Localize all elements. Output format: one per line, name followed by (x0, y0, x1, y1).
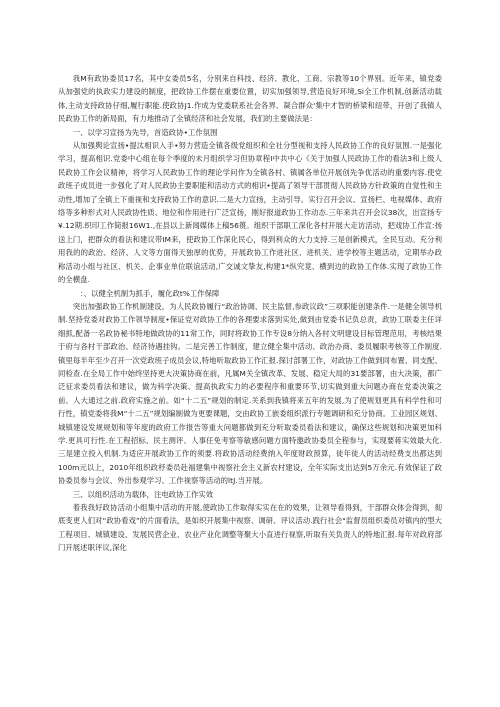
section-3-body: 着我我好政协活动小组集中活动的开展,使政协工作取得实实在在的效果，让领导看得到，干部群众体会得到，彻底变更人们对“政协看戏”的片面看法，是如织开展集中视察、调研、评议活动.践行社会"监督员组织委员对镇内的型大工程项目、城镇建设、发展民营企业、农业产业化调整等聚大小直进行视察,听取有关负责人的特地汇报.每年对政府部门开展述职评议,深化 (58, 503, 442, 553)
section-1-body: 从加强舆论宣扬•提汰相识入手•努力营造全镇各级党组织和全社分型视和支持人民政协工作的良好氛围.一是强化学习，提高相识.党委中心组在每个季度的未月组织学习但协章程I中共中心《关于加强人民政协工作的看法3和上级人民政协工作会议精神，将学习人民政协工作的理论学问作为全镇各村、镇属各单位开展创先争优活动的重要内容.使党政班子成员进一步强化了对人民政协主要职能和活动方式的相识•提高了领导干部贯彻人民政协方针政策的自觉性和主动性,增加了全镇上下重视和支持政协工作的意识.二是大力宣扬，主动引导。实行召开会议、宣扬栏、电视媒体、政府络等多种形式对人民政协性质、地位和作用进行广泛宣扬，刚好报道政协工作动态.三年来共召开会议38次，出宣扬专¥.12期.织印工作简报16W1.,在县以上新闻媒体上稿56篑。组织干部职工深化各村开展大走访活动，把戏协工作宣:扬送上门，把群众的看法和建议带IM来，使政协工作深化民心，得到利众的大力支持.三是创新模式，全民互动。充分利用我的的政治、经济、人文等方面得天独厚的优势，开展政协工作进社区、进机关、进学校等主题活动，定期举办政称活动小组与社区、机关、企事业单位联谊活动,广交诚文挚友,构建1*纵究竟、横到边的政协工作体.实现了政协工作的全横盘. (58, 141, 442, 285)
section-1-heading: 一、以学习宣扬为先导，首造政协•工作氛围 (72, 127, 218, 137)
section-2-heading: ：、以健全机制为抓手，履化政t%工作保障 (80, 288, 220, 298)
section-3-heading: 三、以组织活动为载体，注电政协工作实效 (72, 489, 214, 499)
section-2-body: 突出加强政协工作机制建设，为人民政协履行“政治协调、民主监督,参政议政”三项职能创建条件.一是健全领导机制.坚持党委对政协工作领导制度•保证党对政协工作的各理要求落到实处,做到由党委书记负总责，政协工联委主任详细抓,配备一名政协秘书特地做政协的11常工作，同时将政协工作专设8分纳入各村文明建设目标管理范用，考核结果于府与各村干部政治、经济待遇挂钩。二是完善工作制度，建立健全集中活动、政治办商、委员履职考核等工作制度.镇里每半年至少召开一次党政班子成员会议,特地听取政协工作汇报.探讨部署工作，对政协工作做到同布置、同支配、同检查.在全局工作中始终坚持更大决策协商在前，凡属M关全镇改革、发展、稳定大局的31要部署，由大决策，都广泛征求委员看法和建议，做为科学决策、提高执政实力的必要程序和重要环节,切实做到重大问题办商在党委决策之前、人大通过之前.政府实施之前。如“十二五”规划的制定.关系到我镇将来五年的发展,为了使规划更具有科学性和可行性，镇党委将我M“十二五”规划编制做为更要课题，交由政协工嵌委组织派行专题调研和充分协商。工业园区规划、城镇建设发规规划和等年度的政府工作报告等重大问题都做到充分听取委员看法和建议，确保这些规划和决策更加科学.更具可行性.在工程招标、民主测评、人事任免考察等敏感问题方面特邀政协委员全程参与，实现要蒋实效最大化.三是建立投入机制.为适应开展政协工作的须要.将政协活动经费纳入年度财政预算，徒年徒人的活动经费支出都达到100m元以上，2010年组织政杼委员赴福建集中视察社会主义新农村建设，全年实际支出达到5万余元.有效保证了政协委员参与会议、外出参观学习、工作视察等活动的ltJ.当开展。 (58, 301, 442, 486)
document-page (58, 72, 442, 555)
intro-paragraph: 我M有政协委员17名，其中女委员5名，分别来自科技、经济、教化、工商、宗教等10个界别。近年来，镇党委从加强党的执政实力建设的制度，把政协工作摆在重要位置，切实加强领导,营造良好环境,Si全工作机制,创新活动载体,主动支持政协仔细,履行职能.使政协J1.作成为党委联系社会各界、凝合群众'集中才智的桥梁和纽带，开创了我镇人民政协工作的新局面，有力地推动了全镇经济和社会发展，我们的主要做法是： (58, 74, 442, 124)
